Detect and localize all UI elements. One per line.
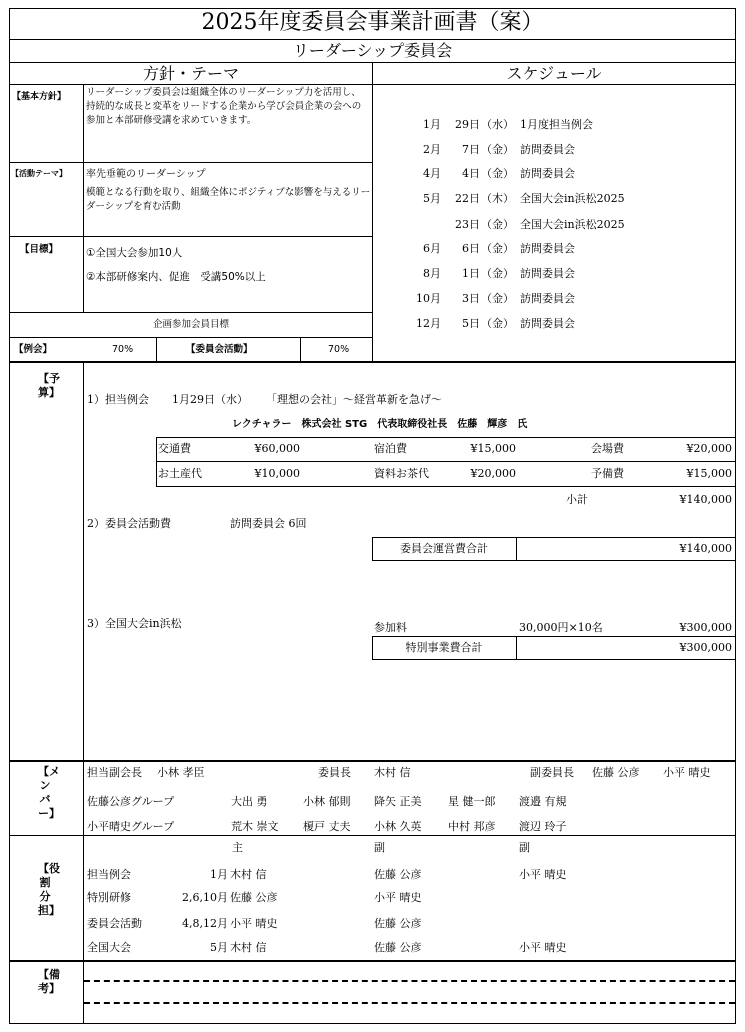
vice-chair-2: 小平 晴史 (663, 766, 711, 779)
members-label: 【メンバー】 (38, 765, 60, 820)
regular-meeting-value: 70% (112, 344, 134, 355)
group2-label: 小平晴史グループ (87, 820, 175, 833)
notes-label: 【備考】 (38, 968, 60, 995)
cost-value: ¥15,000 (686, 467, 732, 480)
schedule-month: 4月 (423, 167, 441, 180)
cost-label: 予備費 (591, 467, 624, 480)
cost-label: お土産代 (158, 467, 202, 480)
role-main: 佐藤 公彦 (230, 891, 278, 904)
budget-item1-date: 1月29日（水） (172, 393, 248, 406)
role-name: 全国大会 (87, 941, 131, 954)
role-sub1: 佐藤 公彦 (374, 941, 422, 954)
budget-lecturer: レクチャラー 株式会社 STG 代表取締役社長 佐藤 輝彦 氏 (232, 419, 528, 430)
role-month: 5月 (210, 941, 228, 954)
schedule-month: 2月 (423, 143, 441, 156)
cost-value: ¥20,000 (470, 467, 516, 480)
committee-activity-label: 【委員会活動】 (186, 344, 253, 355)
schedule-day: 23日 (455, 218, 480, 231)
special-total-value: ¥300,000 (679, 641, 732, 654)
operating-total-label: 委員会運営費合計 (400, 542, 488, 555)
schedule-weekday: （金） (481, 267, 514, 280)
role-main: 木村 信 (230, 941, 267, 954)
special-total-label: 特別事業費合計 (405, 641, 483, 654)
budget-label: 【予算】 (38, 372, 60, 399)
schedule-weekday: （金） (481, 242, 514, 255)
cost-label: 会場費 (591, 442, 624, 455)
group2-member: 榎戸 丈夫 (303, 820, 351, 833)
group2-member: 荒木 崇文 (231, 820, 279, 833)
chair-name: 木村 信 (374, 766, 411, 779)
schedule-day: 5日 (462, 317, 480, 330)
schedule-weekday: （金） (481, 143, 514, 156)
group2-member: 中村 邦彦 (448, 820, 496, 833)
activity-theme-text: 模範となる行動を取り、組織全体にポジティブな影響を与えるリーダーシップを育む活動 (86, 187, 371, 212)
notes-line-1 (84, 980, 735, 982)
budget-item2-title: 2）委員会活動費 (87, 517, 171, 530)
frame-bottom (9, 1023, 736, 1024)
group2-member: 小林 久英 (374, 820, 422, 833)
cost-label: 資料お茶代 (374, 467, 429, 480)
group1-member: 大出 勇 (231, 795, 268, 808)
vice-president-name: 小林 孝臣 (157, 766, 205, 779)
schedule-weekday: （金） (481, 317, 514, 330)
budget-item3-title: 3）全国大会in浜松 (87, 617, 182, 630)
frame-right (735, 8, 736, 1024)
cost-value: ¥60,000 (254, 442, 300, 455)
frame-top (9, 8, 736, 9)
policy-header: 方針・テーマ (142, 64, 239, 83)
basic-policy-text: リーダーシップ委員会は組織全体のリーダーシップ力を活用し、持続的な成長と変革をリードする企業から学び会員企業の会への参加と本部研修受講を求めていきます。 (86, 87, 362, 126)
role-sub2: 小平 晴史 (519, 941, 567, 954)
role-sub1: 佐藤 公彦 (374, 868, 422, 881)
goal-item-1: ①全国大会参加10人 (86, 247, 183, 259)
schedule-event: 全国大会in浜松2025 (520, 192, 625, 205)
schedule-event: 全国大会in浜松2025 (520, 218, 625, 231)
committee-name: リーダーシップ委員会 (292, 41, 453, 60)
subtotal-value: ¥140,000 (679, 493, 732, 506)
role-main: 小平 晴史 (230, 917, 278, 930)
schedule-day: 1日 (462, 267, 480, 280)
vice-chair-1: 佐藤 公彦 (592, 766, 640, 779)
schedule-event: 訪問委員会 (520, 267, 575, 280)
roles-label: 【役割分担】 (38, 862, 60, 917)
schedule-weekday: （金） (481, 292, 514, 305)
schedule-event: 1月度担当例会 (520, 118, 593, 131)
committee-activity-value: 70% (328, 344, 350, 355)
group2-member: 渡辺 玲子 (519, 820, 567, 833)
schedule-month: 6月 (423, 242, 441, 255)
role-sub2: 小平 晴史 (519, 868, 567, 881)
group1-member: 降矢 正美 (374, 795, 422, 808)
schedule-day: 4日 (462, 167, 480, 180)
role-month: 4,8,12月 (182, 917, 228, 930)
vice-president-label: 担当副会長 (87, 766, 142, 779)
role-head-sub1: 副 (374, 841, 385, 854)
regular-meeting-label: 【例会】 (14, 344, 53, 355)
goals-label: 【目標】 (20, 244, 59, 255)
role-head-sub2: 副 (519, 841, 530, 854)
schedule-month: 8月 (423, 267, 441, 280)
schedule-month: 5月 (423, 192, 441, 205)
schedule-day: 6日 (462, 242, 480, 255)
budget-item1-theme: 「理想の会社」～経営革新を急げ～ (266, 393, 442, 406)
vice-chair-label: 副委員長 (530, 766, 574, 779)
group1-member: 星 健一郎 (448, 795, 496, 808)
role-head-main: 主 (232, 841, 243, 854)
schedule-weekday: （金） (481, 167, 514, 180)
schedule-event: 訪問委員会 (520, 167, 575, 180)
schedule-day: 3日 (462, 292, 480, 305)
group1-member: 小林 郁則 (303, 795, 351, 808)
operating-total-value: ¥140,000 (679, 542, 732, 555)
schedule-month: 10月 (416, 292, 441, 305)
schedule-month: 1月 (423, 118, 441, 131)
schedule-event: 訪問委員会 (520, 292, 575, 305)
schedule-event: 訪問委員会 (520, 143, 575, 156)
role-main: 木村 信 (230, 868, 267, 881)
budget-item2-detail: 訪問委員会 6回 (230, 517, 307, 530)
cost-value: ¥10,000 (254, 467, 300, 480)
schedule-day: 7日 (462, 143, 480, 156)
cost-value: ¥20,000 (686, 442, 732, 455)
schedule-month: 12月 (416, 317, 441, 330)
schedule-event: 訪問委員会 (520, 317, 575, 330)
role-name: 特別研修 (87, 891, 131, 904)
role-name: 委員会活動 (87, 917, 142, 930)
participation-label: 企画参加会員目標 (152, 319, 229, 330)
schedule-header: スケジュール (506, 64, 602, 83)
goal-item-2: ②本部研修案内、促進 受講50%以上 (86, 271, 266, 283)
cost-value: ¥15,000 (470, 442, 516, 455)
cost-label: 宿泊費 (374, 442, 407, 455)
notes-line-2 (84, 1002, 735, 1004)
chair-label: 委員長 (318, 766, 351, 779)
basic-policy-label: 【基本方針】 (12, 92, 67, 102)
role-month: 1月 (210, 868, 228, 881)
role-sub1: 佐藤 公彦 (374, 917, 422, 930)
schedule-weekday: （水） (481, 118, 514, 131)
schedule-day: 22日 (455, 192, 480, 205)
activity-theme-title: 率先垂範のリーダーシップ (86, 169, 206, 180)
role-name: 担当例会 (87, 868, 131, 881)
role-sub1: 小平 晴史 (374, 891, 422, 904)
schedule-weekday: （金） (481, 218, 514, 231)
schedule-event: 訪問委員会 (520, 242, 575, 255)
subtotal-label: 小計 (566, 493, 588, 506)
activity-theme-label: 【活動テーマ】 (11, 169, 67, 178)
document-title: 2025年度委員会事業計画書（案） (201, 10, 544, 35)
cost-label: 交通費 (158, 442, 191, 455)
fee-label: 参加料 (374, 621, 407, 634)
group1-member: 渡邉 有規 (519, 795, 567, 808)
budget-item1-title: 1）担当例会 (87, 393, 149, 406)
frame-left (9, 8, 10, 1024)
role-month: 2,6,10月 (182, 891, 228, 904)
schedule-weekday: （木） (481, 192, 514, 205)
fee-calc: 30,000円×10名 (519, 621, 603, 634)
schedule-day: 29日 (455, 118, 480, 131)
group1-label: 佐藤公彦グループ (87, 795, 175, 808)
fee-value: ¥300,000 (679, 621, 732, 634)
